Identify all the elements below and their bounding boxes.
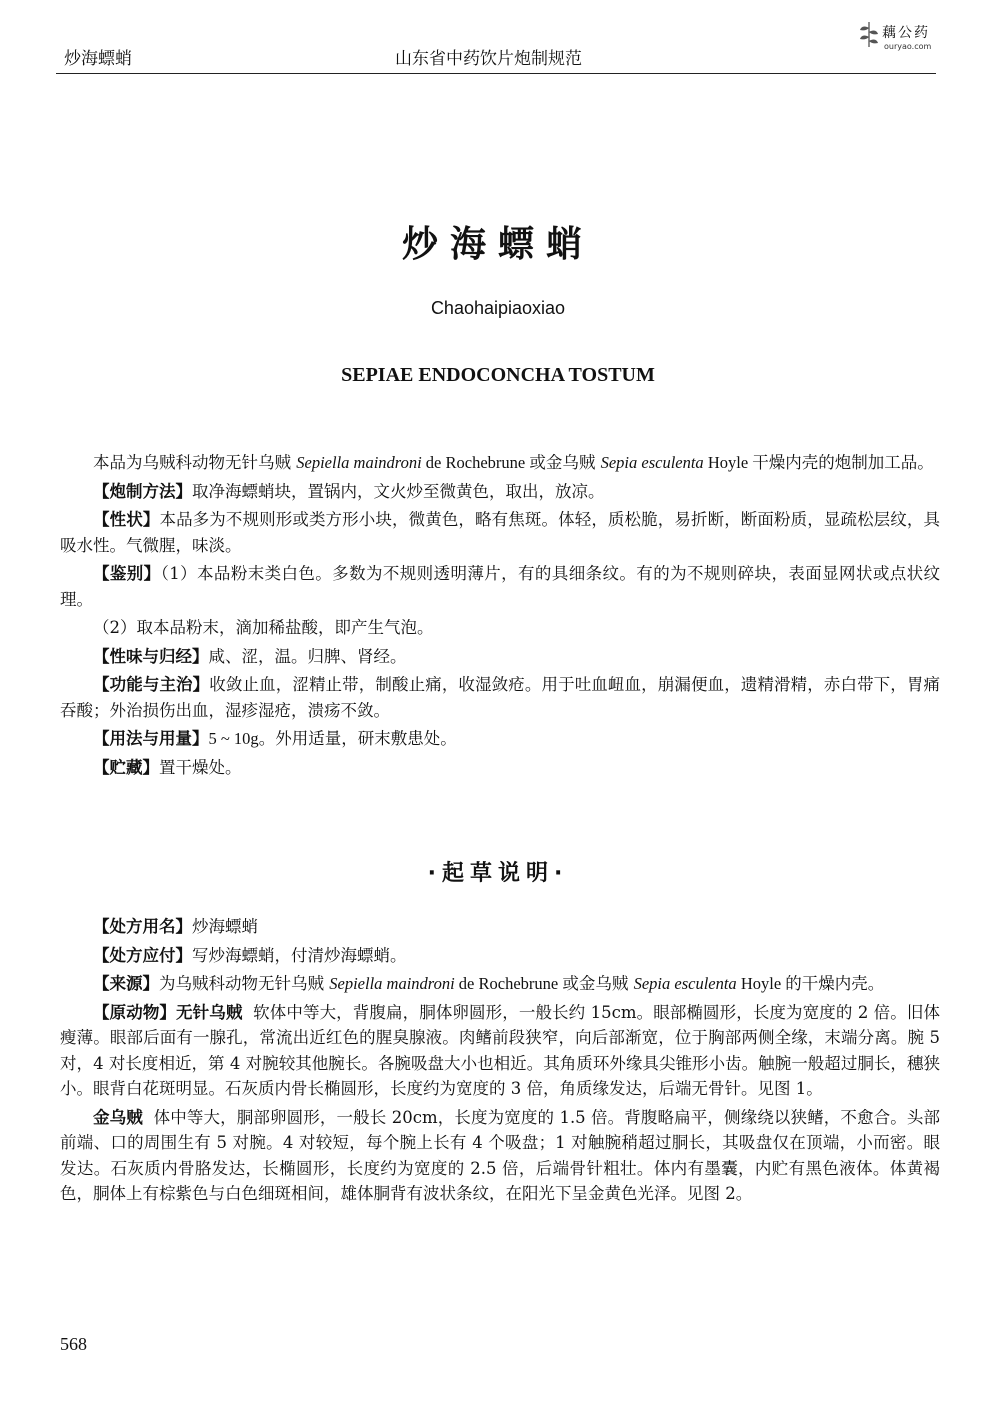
species-name: Sepiella maindroni (329, 974, 455, 993)
section-label: 【炮制方法】 (93, 481, 192, 501)
prescription-name: 【处方用名】炒海螵蛸 (93, 917, 258, 936)
section-label: 【鉴别】 (93, 564, 161, 583)
characters-section: 【性状】本品多为不规则形或类方形小块，微黄色，略有焦斑。体轻，质松脆，易折断，断面粉质，显疏松层纹，具吸水性。气微腥，味淡。 (60, 510, 941, 555)
page-number: 568 (60, 1334, 87, 1354)
species-name: Sepia esculenta (600, 453, 704, 472)
processing-method: 【炮制方法】取净海螵蛸块，置锅内，文火炒至微黄色，取出，放凉。 (93, 481, 605, 501)
section-label: 【原动物】无针乌贼 (93, 1002, 243, 1022)
running-header-title: 炒海螵蛸 (64, 49, 132, 69)
golden-cuttlefish-section: 金乌贼 体中等大，胴部卵圆形，一般长 20cm，长度为宽度的 1.5 倍。背腹略扁平，侧缘绕以狭鳍，不愈合。头部前端、口的周围生有 5 对腕。4 对较短，每个腕上长有 4 个吸盘；1 对触腕稍超过胴长，其吸盘仅在顶端，小而密。眼发达。石灰质内骨胳发达，长椭圆形，长度约为宽度的 2.5 倍，后端骨针粗壮。体内有墨囊，内贮有黑色液体。体黄褐色，胴体上有棕紫色与白色细斑相间，雄体胴背有波状条纹，在阳光下呈金黄色光泽。见图 2。 (60, 1107, 941, 1203)
section-label: 【性状】 (93, 510, 160, 529)
latin-title: SEPIAE ENDOCONCHA TOSTUM (341, 364, 655, 386)
section-label: 【处方用名】 (93, 917, 192, 936)
pinyin-title: Chaohaipiaoxiao (430, 298, 566, 318)
original-animal-section: 【原动物】无针乌贼 软体中等大，背腹扁，胴体卵圆形，一般长约 15cm。眼部椭圆形，长度为宽度的 2 倍。旧体瘦薄。眼部后面有一腺孔，常流出近红色的腥臭腺液。肉鳍前段狭窄，向后部渐宽，位于胸部两侧全缘，末端分离。腕 5 对，4 对长度相近，第 4 对腕较其他腕长。各腕吸盘大小也相近。其角质环外缘具尖锥形小齿。触腕一般超过胴长，穗狭小。眼背白花斑明显。石灰质内骨长椭圆形，长度约为宽度的 3 倍，角质缘发达，后端无骨针。见图 1。 (60, 1002, 940, 1098)
function-indication-section: 【功能与主治】收敛止血，涩精止带，制酸止痛，收湿敛疮。用于吐血衄血，崩漏便血，遗精滑精，赤白带下，胃痛吞酸；外治损伤出血，湿疹湿疮，溃疡不敛。 (60, 675, 941, 720)
logo-url-text: ouryao.com (884, 42, 932, 51)
species-name: Sepiella maindroni (296, 453, 422, 472)
usage-dosage-section: 【用法与用量】5 ~ 10g。外用适量，研末敷患处。 (93, 729, 457, 748)
monograph-body (60, 450, 940, 783)
site-logo (858, 18, 948, 62)
prescription-dispense: 【处方应付】写炒海螵蛸，付清炒海螵蛸。 (93, 945, 407, 965)
herb-leaf-icon (858, 20, 880, 48)
species-name: Sepia esculenta (633, 974, 737, 993)
storage-section: 【贮藏】置干燥处。 (93, 757, 242, 777)
section-label: 【性味与归经】 (93, 646, 209, 666)
drafting-notes-title: ·起草说明· (427, 861, 569, 886)
logo-chinese-text: 藕公药 (882, 25, 930, 41)
section-label: 【贮藏】 (93, 757, 159, 777)
section-label: 【处方应付】 (93, 945, 192, 965)
running-header-book: 山东省中药饮片炮制规范 (395, 49, 582, 69)
header-rule (56, 73, 936, 74)
nature-meridian-section: 【性味与归经】咸、涩，温。归脾、肾经。 (93, 646, 407, 666)
section-label: 【用法与用量】 (93, 729, 209, 748)
source-section: 【来源】为乌贼科动物无针乌贼 Sepiella maindroni de Rochebrune 或金乌贼 Sepia esculenta Hoyle 的干燥内壳。 (93, 974, 885, 993)
drafting-notes-body (60, 914, 940, 1210)
section-label: 【来源】 (93, 974, 159, 993)
page-title: 炒海螵蛸 (401, 224, 594, 265)
section-label: 金乌贼 (93, 1107, 143, 1127)
section-label: 【功能与主治】 (93, 675, 210, 694)
identification-section: 【鉴别】（1）本品粉末类白色。多数为不规则透明薄片，有的具细条纹。有的为不规则碎块，表面显网状或点状纹理。 (60, 564, 941, 609)
intro-paragraph: 本品为乌贼科动物无针乌贼 Sepiella maindroni de Rochebrune 或金乌贼 Sepia esculenta Hoyle 干燥内壳的炮制加工品。 (93, 453, 934, 472)
identification-test-2: （2）取本品粉末，滴加稀盐酸，即产生气泡。 (93, 618, 434, 637)
